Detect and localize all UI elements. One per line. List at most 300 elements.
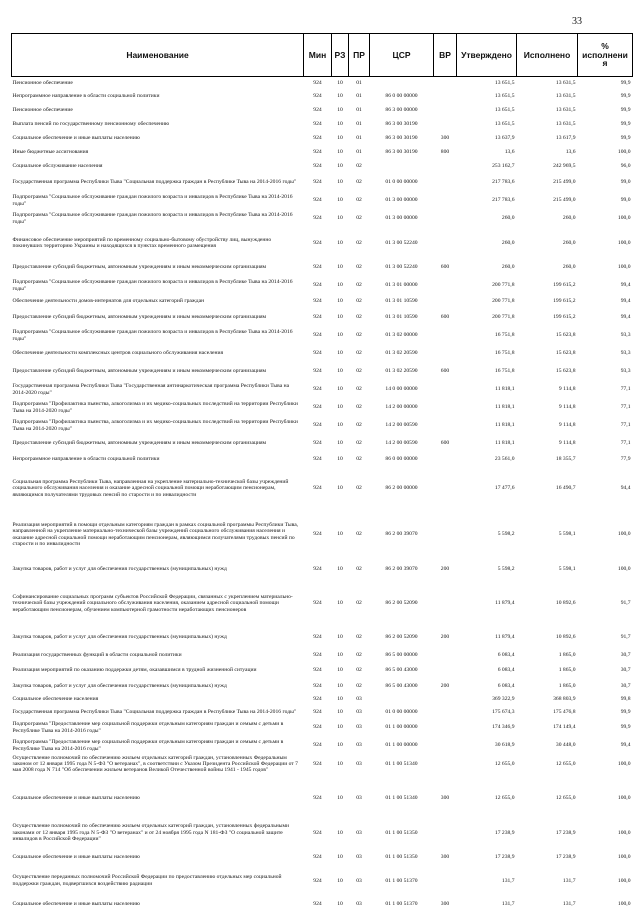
cell-executed: 131,7 (562, 877, 576, 884)
table-row (12, 559, 633, 581)
cell-csr (370, 77, 434, 90)
cell-name: Социальное обеспечение и иные выплаты населению (12, 135, 140, 142)
cell-approved: 200 771,8 (492, 298, 515, 305)
cell-rz: 10 (337, 877, 343, 884)
table-row (12, 104, 633, 118)
cell-pr: 02 (356, 404, 362, 411)
cell-min: 924 (313, 386, 322, 393)
cell-pr: 02 (356, 485, 362, 492)
cell-min: 924 (313, 485, 322, 492)
cell-rz: 10 (337, 121, 343, 128)
cell-vr (434, 706, 457, 719)
table-row (12, 870, 633, 892)
cell-approved: 260,0 (501, 264, 515, 271)
header-pr: ПР (349, 34, 370, 77)
cell-executed: 16 490,7 (555, 485, 576, 492)
cell-rz: 10 (337, 667, 343, 674)
cell-pr: 02 (356, 440, 362, 447)
cell-csr: 01 3 02 00000 (385, 332, 418, 339)
cell-csr: 86 3 00 00000 (385, 107, 418, 114)
cell-min: 924 (313, 634, 322, 641)
cell-min: 924 (313, 440, 322, 447)
cell-csr: 86 2 00 00000 (385, 485, 418, 492)
table-row (12, 132, 633, 146)
cell-percent: 30,7 (620, 651, 631, 658)
cell-csr (370, 160, 434, 174)
cell-approved: 13 651,5 (494, 80, 515, 87)
cell-vr (434, 581, 457, 627)
cell-vr: 200 (440, 682, 450, 689)
cell-csr: 86 0 00 00000 (385, 456, 418, 463)
cell-approved: 13 651,5 (494, 121, 515, 128)
cell-pr: 02 (356, 422, 362, 429)
cell-executed: 15 623,8 (555, 368, 576, 375)
cell-percent: 99,9 (620, 121, 631, 128)
cell-percent: 99,4 (620, 742, 631, 749)
cell-name: Социальное обеспечение и иные выплаты населению (12, 900, 140, 907)
cell-vr: 600 (440, 440, 450, 447)
cell-pr: 02 (356, 566, 362, 573)
cell-rz: 10 (337, 531, 343, 538)
cell-rz: 10 (337, 695, 343, 702)
cell-rz: 10 (337, 282, 343, 289)
cell-name: Закупка товаров, работ и услуг для обеспечения государственных (муниципальных) нужд (12, 634, 227, 641)
cell-csr: 01 0 00 00000 (385, 708, 418, 715)
table-row (12, 774, 633, 822)
cell-vr (434, 118, 457, 132)
cell-vr (434, 870, 457, 892)
cell-name: Предоставление субсидий бюджетным, автономным учреждениям и иным некоммерческим организациям (12, 264, 267, 271)
cell-rz: 10 (337, 332, 343, 339)
table-row (12, 737, 633, 755)
table-row (12, 680, 633, 693)
cell-vr (434, 693, 457, 706)
cell-vr: 600 (440, 368, 450, 375)
cell-min: 924 (313, 314, 322, 321)
cell-rz: 10 (337, 264, 343, 271)
cell-min: 924 (313, 853, 322, 860)
table-row (12, 706, 633, 719)
cell-rz: 10 (337, 422, 343, 429)
cell-approved: 11 818,1 (495, 404, 515, 411)
cell-executed: 9 114,8 (558, 386, 576, 393)
cell-percent: 99,9 (620, 93, 631, 100)
cell-min: 924 (313, 877, 322, 884)
cell-percent: 99,8 (620, 695, 631, 702)
cell-csr: 01 3 02 20590 (385, 368, 418, 375)
table-row (12, 295, 633, 309)
cell-csr: 01 1 00 51340 (385, 794, 418, 801)
cell-pr: 03 (356, 695, 362, 702)
cell-csr: 14 0 00 00000 (385, 386, 418, 393)
cell-pr: 01 (356, 135, 362, 142)
cell-min: 924 (313, 197, 322, 204)
cell-min: 924 (313, 422, 322, 429)
cell-csr: 01 1 00 51350 (385, 853, 418, 860)
cell-rz: 10 (337, 149, 343, 156)
cell-approved: 16 751,8 (494, 368, 515, 375)
cell-percent: 100,0 (617, 566, 631, 573)
cell-percent: 100,0 (617, 829, 631, 836)
cell-rz: 10 (337, 314, 343, 321)
cell-name: Пенсионное обеспечение (12, 80, 73, 87)
cell-vr (434, 77, 457, 90)
cell-csr: 86 5 00 43000 (385, 667, 418, 674)
cell-pr: 01 (356, 80, 362, 87)
cell-vr (434, 467, 457, 511)
cell-percent: 99,9 (620, 724, 631, 731)
cell-pr: 02 (356, 600, 362, 607)
cell-pr: 02 (356, 634, 362, 641)
cell-rz: 10 (337, 853, 343, 860)
cell-min: 924 (313, 107, 322, 114)
cell-approved: 131,7 (501, 877, 515, 884)
cell-percent: 99,4 (620, 298, 631, 305)
cell-name: Социальное обслуживание населения (12, 163, 103, 170)
cell-vr: 300 (440, 900, 450, 907)
cell-pr: 03 (356, 829, 362, 836)
cell-name: Подпрограмма "Социальное обслуживание граждан пожилого возраста и инвалидов в Республике Тыва на 2014-2016 годы" (12, 194, 293, 207)
cell-approved: 6 083,4 (497, 651, 515, 658)
cell-name: Реализация мероприятий в помощи отдельным категориям граждан в рамках социальной программы Республики Тыва, направленной на укрепление материально-технической базы учреждений социального обслуживания населения и оказание адресной социальной помощи неработающим пенсионерам, являющимся получателями трудовых пенсий по старости и по инвалидности (12, 521, 299, 547)
header-min: Мин (304, 34, 332, 77)
cell-vr: 800 (440, 149, 450, 156)
cell-csr: 01 1 00 51370 (385, 877, 418, 884)
cell-pr: 02 (356, 314, 362, 321)
cell-executed: 5 598,1 (558, 531, 576, 538)
cell-executed: 368 803,9 (553, 695, 576, 702)
cell-rz: 10 (337, 404, 343, 411)
cell-rz: 10 (337, 386, 343, 393)
cell-name: Подпрограмма "Профилактика пьянства, алкоголизма и их медико-социальных последствий на территории Республики Тыва на 2014-2020 годы" (12, 401, 298, 414)
cell-rz: 10 (337, 485, 343, 492)
cell-csr: 14 2 00 00590 (385, 440, 418, 447)
cell-approved: 11 818,1 (495, 440, 515, 447)
header-row (12, 34, 633, 77)
cell-min: 924 (313, 682, 322, 689)
cell-rz: 10 (337, 350, 343, 357)
cell-name: Реализация мероприятий по оказанию поддержки детям, оказавшимся в трудной жизненной ситуации (12, 667, 257, 674)
cell-rz: 10 (337, 566, 343, 573)
cell-approved: 369 322,9 (492, 695, 515, 702)
cell-name: Государственная программа Республики Тыва "Социальная поддержка граждан в Республике Тыва на 2014-2016 годы" (12, 708, 297, 715)
cell-rz: 10 (337, 900, 343, 907)
cell-vr (434, 327, 457, 345)
table-row (12, 581, 633, 627)
cell-percent: 99,9 (620, 135, 631, 142)
cell-vr (434, 511, 457, 559)
cell-vr: 600 (440, 314, 450, 321)
cell-pr: 02 (356, 215, 362, 222)
cell-name: Государственная программа Республики Тыва "Социальная поддержка граждан в Республике Тыва на 2014-2016 годы" (12, 179, 297, 186)
cell-pr: 01 (356, 107, 362, 114)
cell-executed: 17 238,9 (555, 853, 576, 860)
cell-pr: 02 (356, 368, 362, 375)
cell-approved: 217 783,6 (492, 197, 515, 204)
cell-min: 924 (313, 332, 322, 339)
table-row (12, 327, 633, 345)
cell-vr: 300 (440, 853, 450, 860)
cell-approved: 200 771,8 (492, 282, 515, 289)
cell-rz: 10 (337, 368, 343, 375)
cell-percent: 100,0 (617, 853, 631, 860)
cell-rz: 10 (337, 239, 343, 246)
cell-name: Осуществление переданных полномочий Российской Федерации по предоставлению отдельных мер социальной поддержки граждан, подвергшихся воздействию радиации (12, 874, 282, 887)
cell-vr (434, 104, 457, 118)
cell-name: Социальное обеспечение и иные выплаты населению (12, 853, 140, 860)
cell-approved: 16 751,8 (494, 332, 515, 339)
cell-min: 924 (313, 829, 322, 836)
cell-percent: 100,0 (617, 531, 631, 538)
cell-name: Подпрограмма "Предоставление мер социальной поддержки отдельным категориям граждан и семьям с детьми в Республике Тыва на 2014-2016 годы" (12, 739, 284, 752)
cell-csr: 86 5 00 43000 (385, 682, 418, 689)
cell-approved: 11 879,4 (495, 600, 515, 607)
cell-vr (434, 453, 457, 467)
cell-csr (370, 693, 434, 706)
cell-vr (434, 417, 457, 435)
header-approved: Утверждено (457, 34, 517, 77)
cell-name: Иные бюджетные ассигнования (12, 149, 89, 156)
cell-vr (434, 160, 457, 174)
cell-percent: 91,7 (620, 634, 631, 641)
table-row (12, 511, 633, 559)
cell-percent: 77,1 (620, 440, 631, 447)
cell-executed: 5 598,1 (558, 566, 576, 573)
cell-csr: 86 0 00 00000 (385, 93, 418, 100)
cell-csr: 01 3 00 52240 (385, 264, 418, 271)
cell-name: Предоставление субсидий бюджетным, автономным учреждениям и иным некоммерческим организациям (12, 314, 267, 321)
cell-percent: 30,7 (620, 667, 631, 674)
cell-percent: 94,4 (620, 485, 631, 492)
table-row (12, 822, 633, 844)
cell-executed: 215 499,0 (553, 179, 576, 186)
table-row (12, 118, 633, 132)
cell-executed: 242 969,5 (553, 163, 576, 170)
cell-approved: 17 477,6 (494, 485, 515, 492)
table-row (12, 381, 633, 399)
cell-approved: 6 083,4 (497, 682, 515, 689)
cell-executed: 199 615,2 (553, 314, 576, 321)
cell-percent: 100,0 (617, 760, 631, 767)
cell-approved: 30 618,9 (494, 742, 515, 749)
cell-approved: 11 879,4 (495, 634, 515, 641)
cell-csr: 86 2 00 52090 (385, 600, 418, 607)
cell-csr: 86 5 00 00000 (385, 651, 418, 658)
cell-csr: 14 2 00 00590 (385, 422, 418, 429)
cell-rz: 10 (337, 456, 343, 463)
cell-pr: 03 (356, 853, 362, 860)
cell-min: 924 (313, 179, 322, 186)
cell-name: Социальное обеспечение и иные выплаты населению (12, 794, 140, 801)
table-row (12, 755, 633, 774)
cell-csr: 86 2 00 52090 (385, 634, 418, 641)
cell-executed: 260,0 (562, 239, 576, 246)
cell-vr (434, 90, 457, 104)
cell-executed: 174 149,4 (553, 724, 576, 731)
cell-min: 924 (313, 282, 322, 289)
cell-percent: 100,0 (617, 794, 631, 801)
cell-name: Обеспечение деятельности домов-интернатов для отдельных категорий граждан (12, 298, 205, 305)
table-row (12, 192, 633, 210)
cell-vr (434, 174, 457, 192)
cell-csr: 01 1 00 00000 (385, 724, 418, 731)
cell-rz: 10 (337, 724, 343, 731)
table-row (12, 693, 633, 706)
cell-csr: 01 3 01 10590 (385, 298, 418, 305)
cell-csr: 01 3 00 52240 (385, 239, 418, 246)
header-rz: РЗ (332, 34, 349, 77)
cell-name: Социальная программа Республики Тыва, направленная на укрепление материально-технической базы учреждений социального обслуживания населения и оказание адресной социальной помощи неработающим пенсионерам, являющимся получателями трудовых пенсий по старости и по инвалидности (12, 478, 289, 498)
cell-percent: 99,9 (620, 708, 631, 715)
cell-percent: 100,0 (617, 264, 631, 271)
cell-executed: 10 892,6 (555, 634, 576, 641)
cell-vr: 600 (440, 264, 450, 271)
cell-rz: 10 (337, 708, 343, 715)
cell-percent: 91,7 (620, 600, 631, 607)
cell-vr: 200 (440, 566, 450, 573)
cell-executed: 9 114,8 (558, 440, 576, 447)
cell-executed: 175 476,8 (553, 708, 576, 715)
cell-name: Осуществление полномочий по обеспечению жильем отдельных категорий граждан, установленных федеральными законами от 12 января 1995 года N 5-ФЗ "О ветеранах" и от 24 ноября 1995 года N 181-ФЗ "О социальной защите инвалидов в Российской Федерации" (12, 823, 290, 842)
cell-percent: 100,0 (617, 900, 631, 907)
table-row (12, 467, 633, 511)
cell-pr: 03 (356, 900, 362, 907)
cell-csr: 01 1 00 51340 (385, 760, 418, 767)
cell-csr: 86 3 00 30190 (385, 149, 418, 156)
table-row (12, 649, 633, 662)
cell-vr (434, 192, 457, 210)
cell-percent: 30,7 (620, 682, 631, 689)
table-row (12, 259, 633, 277)
cell-name: Предоставление субсидий бюджетным, автономным учреждениям и иным некоммерческим организациям (12, 440, 267, 447)
table-row (12, 435, 633, 453)
cell-pr: 02 (356, 531, 362, 538)
cell-executed: 12 655,0 (555, 760, 576, 767)
cell-min: 924 (313, 121, 322, 128)
cell-rz: 10 (337, 215, 343, 222)
cell-approved: 217 783,6 (492, 179, 515, 186)
table-row (12, 627, 633, 649)
cell-vr (434, 210, 457, 228)
cell-csr: 01 3 00 00000 (385, 215, 418, 222)
cell-vr (434, 662, 457, 680)
budget-table (11, 33, 633, 916)
cell-csr: 86 2 00 39070 (385, 531, 418, 538)
cell-min: 924 (313, 760, 322, 767)
cell-pr: 02 (356, 197, 362, 204)
table-row (12, 174, 633, 192)
cell-name: Государственная программа Республики Тыва "Государственная антинаркотическая программа Республики Тыва на 2014-2020 годы" (12, 383, 290, 396)
cell-approved: 23 561,0 (494, 456, 515, 463)
cell-executed: 1 865,0 (558, 667, 576, 674)
cell-approved: 16 751,8 (494, 350, 515, 357)
cell-min: 924 (313, 456, 322, 463)
cell-rz: 10 (337, 197, 343, 204)
cell-name: Софинансирование социальных программ субъектов Российской Федерации, связанных с укреплением материально-технической базы учреждений социального обслуживания населения, оказанием адресной социальной помощи неработающим пенсионерам, обучением компьютерной грамотности неработающих пенсионеров (12, 593, 293, 613)
cell-pr: 02 (356, 179, 362, 186)
cell-pr: 03 (356, 794, 362, 801)
cell-percent: 77,9 (620, 456, 631, 463)
cell-approved: 12 655,0 (494, 794, 515, 801)
cell-percent: 77,1 (620, 422, 631, 429)
cell-percent: 100,0 (617, 149, 631, 156)
cell-min: 924 (313, 215, 322, 222)
cell-name: Социальное обеспечение населения (12, 695, 99, 702)
cell-min: 924 (313, 724, 322, 731)
cell-approved: 131,7 (501, 900, 515, 907)
cell-pr: 03 (356, 724, 362, 731)
cell-min: 924 (313, 368, 322, 375)
cell-approved: 13,6 (504, 149, 515, 156)
cell-vr (434, 719, 457, 737)
cell-rz: 10 (337, 829, 343, 836)
cell-executed: 9 114,8 (558, 404, 576, 411)
cell-pr: 02 (356, 282, 362, 289)
cell-pr: 02 (356, 264, 362, 271)
cell-percent: 77,1 (620, 386, 631, 393)
cell-percent: 99,4 (620, 314, 631, 321)
table-row (12, 345, 633, 363)
cell-percent: 99,4 (620, 282, 631, 289)
cell-percent: 100,0 (617, 239, 631, 246)
cell-name: Финансовое обеспечение мероприятий по временному социально-бытовому обустройству лиц, вынужденно покинувших территорию Украины и находящихся в пунктах временного размещения (12, 236, 272, 249)
cell-approved: 11 818,1 (495, 386, 515, 393)
cell-executed: 9 114,8 (558, 422, 576, 429)
cell-rz: 10 (337, 682, 343, 689)
cell-pr: 02 (356, 298, 362, 305)
cell-csr: 01 3 01 00000 (385, 282, 418, 289)
cell-name: Подпрограмма "Социальное обслуживание граждан пожилого возраста и инвалидов в Республике Тыва на 2014-2016 годы" (12, 279, 293, 292)
cell-pr: 03 (356, 877, 362, 884)
cell-approved: 17 238,9 (494, 853, 515, 860)
cell-vr (434, 822, 457, 844)
table-row (12, 210, 633, 228)
cell-rz: 10 (337, 600, 343, 607)
cell-csr: 14 2 00 00000 (385, 404, 418, 411)
cell-pr: 03 (356, 708, 362, 715)
cell-pr: 03 (356, 760, 362, 767)
cell-min: 924 (313, 404, 322, 411)
cell-executed: 15 623,8 (555, 332, 576, 339)
cell-rz: 10 (337, 440, 343, 447)
cell-approved: 11 818,1 (495, 422, 515, 429)
cell-percent: 93,3 (620, 332, 631, 339)
cell-min: 924 (313, 135, 322, 142)
cell-vr: 300 (440, 135, 450, 142)
table-row (12, 160, 633, 174)
cell-rz: 10 (337, 135, 343, 142)
cell-vr: 200 (440, 634, 450, 641)
cell-approved: 260,0 (501, 239, 515, 246)
cell-min: 924 (313, 708, 322, 715)
cell-pr: 02 (356, 651, 362, 658)
cell-pr: 01 (356, 121, 362, 128)
cell-name: Закупка товаров, работ и услуг для обеспечения государственных (муниципальных) нужд (12, 566, 227, 573)
cell-csr: 86 3 00 30190 (385, 121, 418, 128)
table-row (12, 892, 633, 916)
cell-min: 924 (313, 264, 322, 271)
cell-min: 924 (313, 298, 322, 305)
cell-min: 924 (313, 163, 322, 170)
cell-approved: 260,0 (501, 215, 515, 222)
cell-rz: 10 (337, 651, 343, 658)
cell-approved: 174 346,9 (492, 724, 515, 731)
cell-vr (434, 277, 457, 295)
cell-executed: 260,0 (562, 215, 576, 222)
cell-approved: 5 598,2 (497, 566, 515, 573)
cell-pr: 02 (356, 667, 362, 674)
cell-rz: 10 (337, 742, 343, 749)
